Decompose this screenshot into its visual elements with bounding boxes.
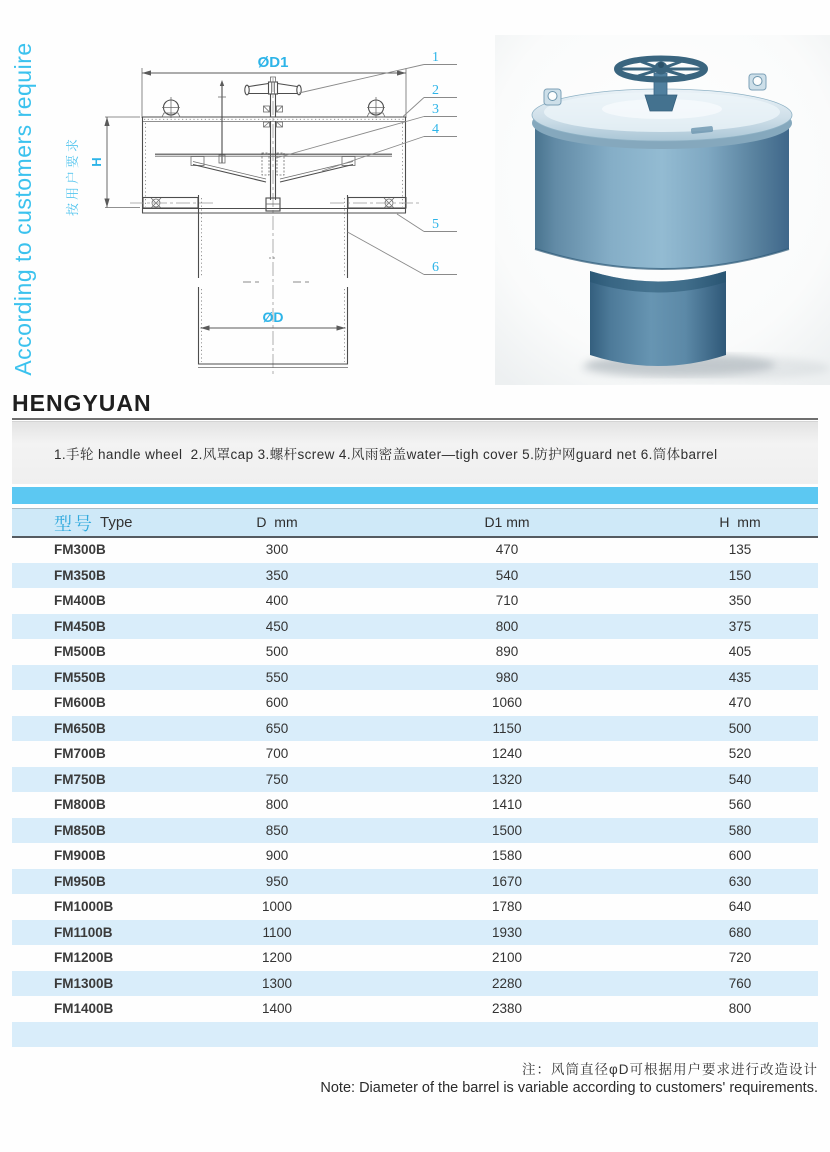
cell-h: 540 bbox=[728, 771, 752, 787]
callout-2: 2 bbox=[432, 83, 439, 98]
cell-d1: 1580 bbox=[491, 848, 523, 863]
cell-type: FM350B bbox=[54, 567, 106, 583]
table-row bbox=[12, 894, 818, 920]
cell-h: 520 bbox=[728, 746, 752, 761]
cell-d1: 980 bbox=[495, 669, 519, 685]
table-rows bbox=[12, 537, 818, 1047]
table-header bbox=[12, 508, 818, 538]
cell-d: 400 bbox=[265, 593, 289, 608]
cell-d: 750 bbox=[265, 771, 289, 787]
cell-d1: 1410 bbox=[491, 797, 523, 812]
cell-d1: 800 bbox=[495, 618, 519, 634]
cell-d1: 540 bbox=[495, 567, 519, 583]
cell-type: FM800B bbox=[54, 797, 106, 812]
cell-h: 135 bbox=[728, 542, 752, 557]
cell-type: FM550B bbox=[54, 669, 106, 685]
cell-d1: 1240 bbox=[491, 746, 523, 761]
table-row bbox=[12, 767, 818, 793]
cell-d1: 710 bbox=[495, 593, 519, 608]
table-row bbox=[12, 639, 818, 665]
cell-d: 350 bbox=[265, 567, 289, 583]
brand-header bbox=[12, 390, 818, 420]
dim-d1-label: ØD1 bbox=[257, 54, 289, 71]
cell-d: 1400 bbox=[261, 1001, 293, 1016]
table-row bbox=[12, 996, 818, 1022]
callout-4: 4 bbox=[432, 122, 439, 137]
cell-d1: 1500 bbox=[491, 822, 523, 838]
cell-h: 630 bbox=[728, 873, 752, 889]
cell-type: FM400B bbox=[54, 593, 106, 608]
cell-d: 800 bbox=[265, 797, 289, 812]
cell-d1: 1670 bbox=[491, 873, 523, 889]
cell-d: 300 bbox=[265, 542, 289, 557]
table-row bbox=[12, 818, 818, 844]
table-row bbox=[12, 563, 818, 589]
table-row bbox=[12, 690, 818, 716]
callout-1: 1 bbox=[432, 50, 439, 65]
cell-type: FM950B bbox=[54, 873, 106, 889]
note-chinese: 注：风筒直径φD可根据用户要求进行改造设计 bbox=[521, 1062, 818, 1077]
cell-h: 640 bbox=[728, 899, 752, 914]
cell-d1: 1320 bbox=[491, 771, 523, 787]
cell-h: 760 bbox=[728, 975, 752, 991]
cell-h: 560 bbox=[728, 797, 752, 812]
brand-title: HENGYUAN bbox=[12, 390, 152, 416]
cell-type: FM300B bbox=[54, 542, 106, 557]
cell-type: FM1000B bbox=[54, 899, 114, 914]
cell-d: 1000 bbox=[261, 899, 293, 914]
table-row bbox=[12, 665, 818, 691]
cell-type: FM1100B bbox=[54, 924, 113, 940]
table-row bbox=[12, 614, 818, 640]
cell-d: 500 bbox=[265, 644, 289, 659]
cell-d: 600 bbox=[265, 695, 289, 710]
dim-h-label: H bbox=[89, 157, 104, 167]
cell-h: 150 bbox=[728, 567, 752, 583]
cell-type: FM500B bbox=[54, 644, 106, 659]
cell-d1: 2380 bbox=[491, 1001, 523, 1016]
divider-bar bbox=[12, 487, 818, 504]
callout-3: 3 bbox=[432, 102, 439, 117]
cell-d1: 1930 bbox=[491, 924, 523, 940]
cell-d: 1100 bbox=[262, 924, 292, 940]
cell-h: 435 bbox=[728, 669, 752, 685]
table-row bbox=[12, 741, 818, 767]
cell-d1: 1150 bbox=[492, 720, 522, 736]
table-row bbox=[12, 869, 818, 895]
vertical-slogan-cn: 按用户要求 bbox=[65, 136, 80, 217]
cell-type: FM1300B bbox=[54, 975, 114, 991]
parts-legend-panel bbox=[12, 421, 818, 484]
table-row bbox=[12, 920, 818, 946]
column-header-h: H mm bbox=[719, 514, 761, 530]
cell-type: FM450B bbox=[54, 618, 106, 634]
column-header-type-en: Type bbox=[100, 514, 133, 531]
cell-h: 405 bbox=[728, 644, 752, 659]
cell-type: FM1200B bbox=[54, 950, 114, 965]
cell-h: 600 bbox=[728, 848, 752, 863]
cell-d: 850 bbox=[265, 822, 289, 838]
cell-h: 500 bbox=[728, 720, 752, 736]
table-row bbox=[12, 843, 818, 869]
cell-d: 700 bbox=[265, 746, 289, 761]
callout-5: 5 bbox=[432, 217, 439, 232]
table-row bbox=[12, 588, 818, 614]
cell-h: 680 bbox=[728, 924, 752, 940]
cell-type: FM850B bbox=[54, 822, 106, 838]
column-header-d: D mm bbox=[256, 514, 298, 530]
cell-d1: 2280 bbox=[491, 975, 523, 991]
column-header-d1: D1 mm bbox=[484, 514, 530, 530]
cell-h: 350 bbox=[728, 593, 752, 608]
cell-d1: 1780 bbox=[491, 899, 523, 914]
table-row-empty bbox=[12, 1022, 818, 1048]
cell-d1: 2100 bbox=[491, 950, 523, 965]
cell-h: 720 bbox=[728, 950, 752, 965]
cell-h: 580 bbox=[728, 822, 752, 838]
dim-d-label: ØD bbox=[262, 309, 284, 325]
table-row bbox=[12, 971, 818, 997]
callout-6: 6 bbox=[432, 260, 439, 275]
cell-d1: 470 bbox=[495, 542, 519, 557]
parts-legend: 1.手轮 handle wheel 2.风罩cap 3.螺杆screw 4.风雨密盖water—tigh cover 5.防护网guard net 6.筒体barrel bbox=[54, 447, 718, 462]
cell-d1: 1060 bbox=[491, 695, 523, 710]
table-row bbox=[12, 792, 818, 818]
cell-d: 1200 bbox=[261, 950, 293, 965]
cell-type: FM650B bbox=[54, 720, 106, 736]
cell-d: 1300 bbox=[261, 975, 293, 991]
cell-h: 375 bbox=[728, 618, 752, 634]
cell-d: 650 bbox=[265, 720, 289, 736]
cell-type: FM1400B bbox=[54, 1001, 114, 1016]
table-row bbox=[12, 945, 818, 971]
technical-drawing bbox=[80, 30, 480, 390]
column-header-type bbox=[54, 509, 133, 536]
cell-d: 550 bbox=[265, 669, 289, 685]
vertical-slogan-en: According to customers require bbox=[10, 42, 36, 376]
cell-d: 900 bbox=[265, 848, 289, 863]
cell-h: 470 bbox=[728, 695, 752, 710]
cell-h: 800 bbox=[728, 1001, 752, 1016]
cell-type: FM700B bbox=[54, 746, 106, 761]
column-header-type-cn: 型号 bbox=[54, 513, 94, 534]
cell-type: FM900B bbox=[54, 848, 106, 863]
product-photo bbox=[495, 35, 830, 385]
cell-d: 450 bbox=[265, 618, 289, 634]
cell-type: FM750B bbox=[54, 771, 106, 787]
note-english: Note: Diameter of the barrel is variable according to customers' requirements. bbox=[320, 1080, 818, 1096]
table-row bbox=[12, 537, 818, 563]
table-row bbox=[12, 716, 818, 742]
cell-type: FM600B bbox=[54, 695, 106, 710]
cell-d1: 890 bbox=[495, 644, 519, 659]
cell-d: 950 bbox=[265, 873, 289, 889]
